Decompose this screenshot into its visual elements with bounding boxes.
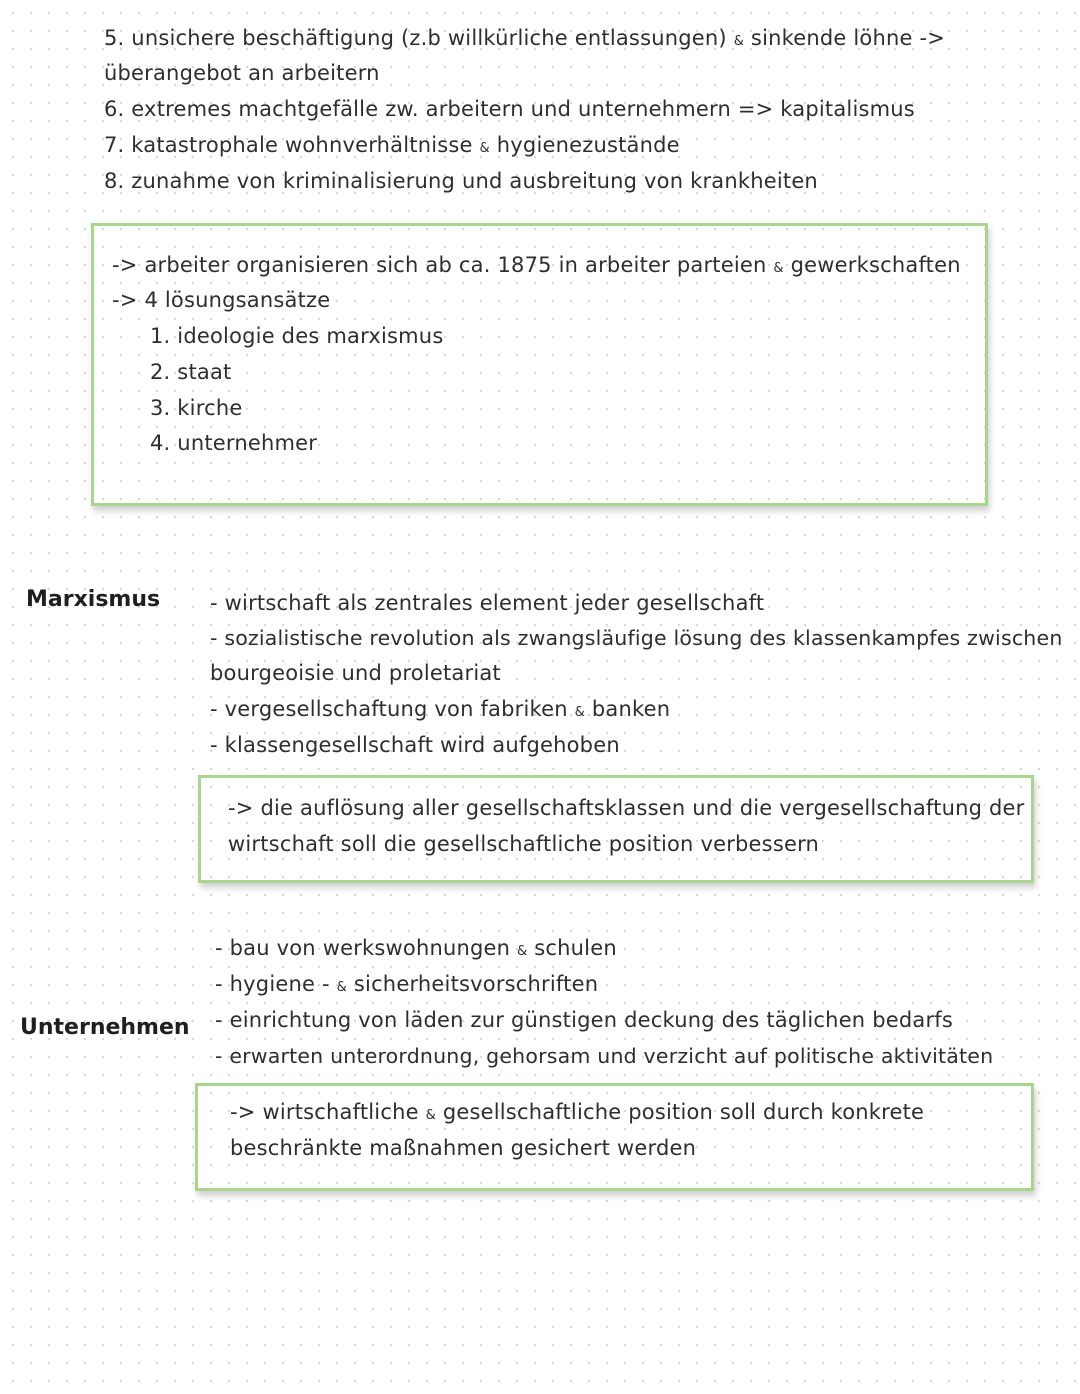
unternehmen-point-text-b: schulen — [534, 936, 617, 960]
marxismus-conclusion-line: wirtschaft soll die gesellschaftliche position verbessern — [228, 832, 820, 856]
cause-item-6: 6. extremes machtgefälle zw. arbeitern und unternehmern => kapitalismus — [104, 97, 915, 121]
ampersand: & — [425, 1108, 436, 1123]
ampersand: & — [479, 141, 490, 156]
unternehmen-conclusion-line: beschränkte maßnahmen gesichert werden — [230, 1136, 697, 1160]
approach-item: 3. kirche — [150, 396, 243, 420]
summary-line-organisation-text-b: gewerkschaften — [790, 253, 961, 277]
ampersand: & — [733, 34, 745, 49]
approach-item: 2. staat — [150, 360, 232, 384]
approach-item: 1. ideologie des marxismus — [150, 324, 444, 348]
unternehmen-point-text-b: sicherheitsvorschriften — [353, 972, 599, 996]
unternehmen-point: - erwarten unterordnung, gehorsam und verzicht auf politische aktivitäten — [215, 1044, 994, 1068]
cause-item-5-continuation: überangebot an arbeitern — [104, 61, 380, 85]
marxismus-point-text-b: banken — [591, 697, 671, 721]
cause-item-5-text: 5. unsichere beschäftigung (z.b willkürliche entlassungen) — [104, 26, 727, 50]
cause-item-7-text-b: hygienezustände — [496, 133, 680, 157]
marxismus-point: - sozialistische revolution als zwangsläufige lösung des klassenkampfes zwischen — [210, 626, 1063, 650]
ampersand: & — [574, 705, 585, 720]
unternehmen-point-text: - bau von werkswohnungen — [215, 936, 511, 960]
unternehmen-point-text: - hygiene - — [215, 972, 330, 996]
cause-item-7 — [104, 132, 680, 162]
cause-item-7-text: 7. katastrophale wohnverhältnisse — [104, 133, 473, 157]
marxismus-heading: Marxismus — [26, 587, 161, 612]
summary-line-organisation — [112, 252, 961, 282]
unternehmen-point — [215, 971, 598, 1001]
unternehmen-heading: Unternehmen — [20, 1015, 190, 1040]
marxismus-point: - wirtschaft als zentrales element jeder gesellschaft — [210, 591, 765, 615]
unternehmen-point: - einrichtung von läden zur günstigen deckung des täglichen bedarfs — [215, 1008, 954, 1032]
summary-line-organisation-text: -> arbeiter organisieren sich ab ca. 1875 in arbeiter parteien — [112, 253, 767, 277]
summary-line-approaches: -> 4 lösungsansätze — [112, 288, 331, 312]
unternehmen-point — [215, 935, 617, 965]
ampersand: & — [773, 261, 784, 276]
unternehmen-conclusion-line — [230, 1099, 924, 1129]
marxismus-point — [210, 696, 670, 726]
marxismus-point-continuation: bourgeoisie und proletariat — [210, 661, 501, 685]
marxismus-point: - klassengesellschaft wird aufgehoben — [210, 733, 620, 757]
ampersand: & — [336, 980, 347, 995]
marxismus-point-text: - vergesellschaftung von fabriken — [210, 697, 568, 721]
cause-item-5-text-b: sinkende löhne -> — [750, 26, 946, 50]
unternehmen-conclusion-text: -> wirtschaftliche — [230, 1100, 419, 1124]
ampersand: & — [517, 944, 528, 959]
cause-item-5 — [104, 25, 945, 55]
approach-item: 4. unternehmer — [150, 431, 318, 455]
marxismus-conclusion-line: -> die auflösung aller gesellschaftsklassen und die vergesellschaftung der — [228, 796, 1025, 820]
marxismus-conclusion-box — [198, 775, 1034, 883]
unternehmen-conclusion-text-b: gesellschaftliche position soll durch konkrete — [442, 1100, 925, 1124]
cause-item-8: 8. zunahme von kriminalisierung und ausbreitung von krankheiten — [104, 169, 818, 193]
